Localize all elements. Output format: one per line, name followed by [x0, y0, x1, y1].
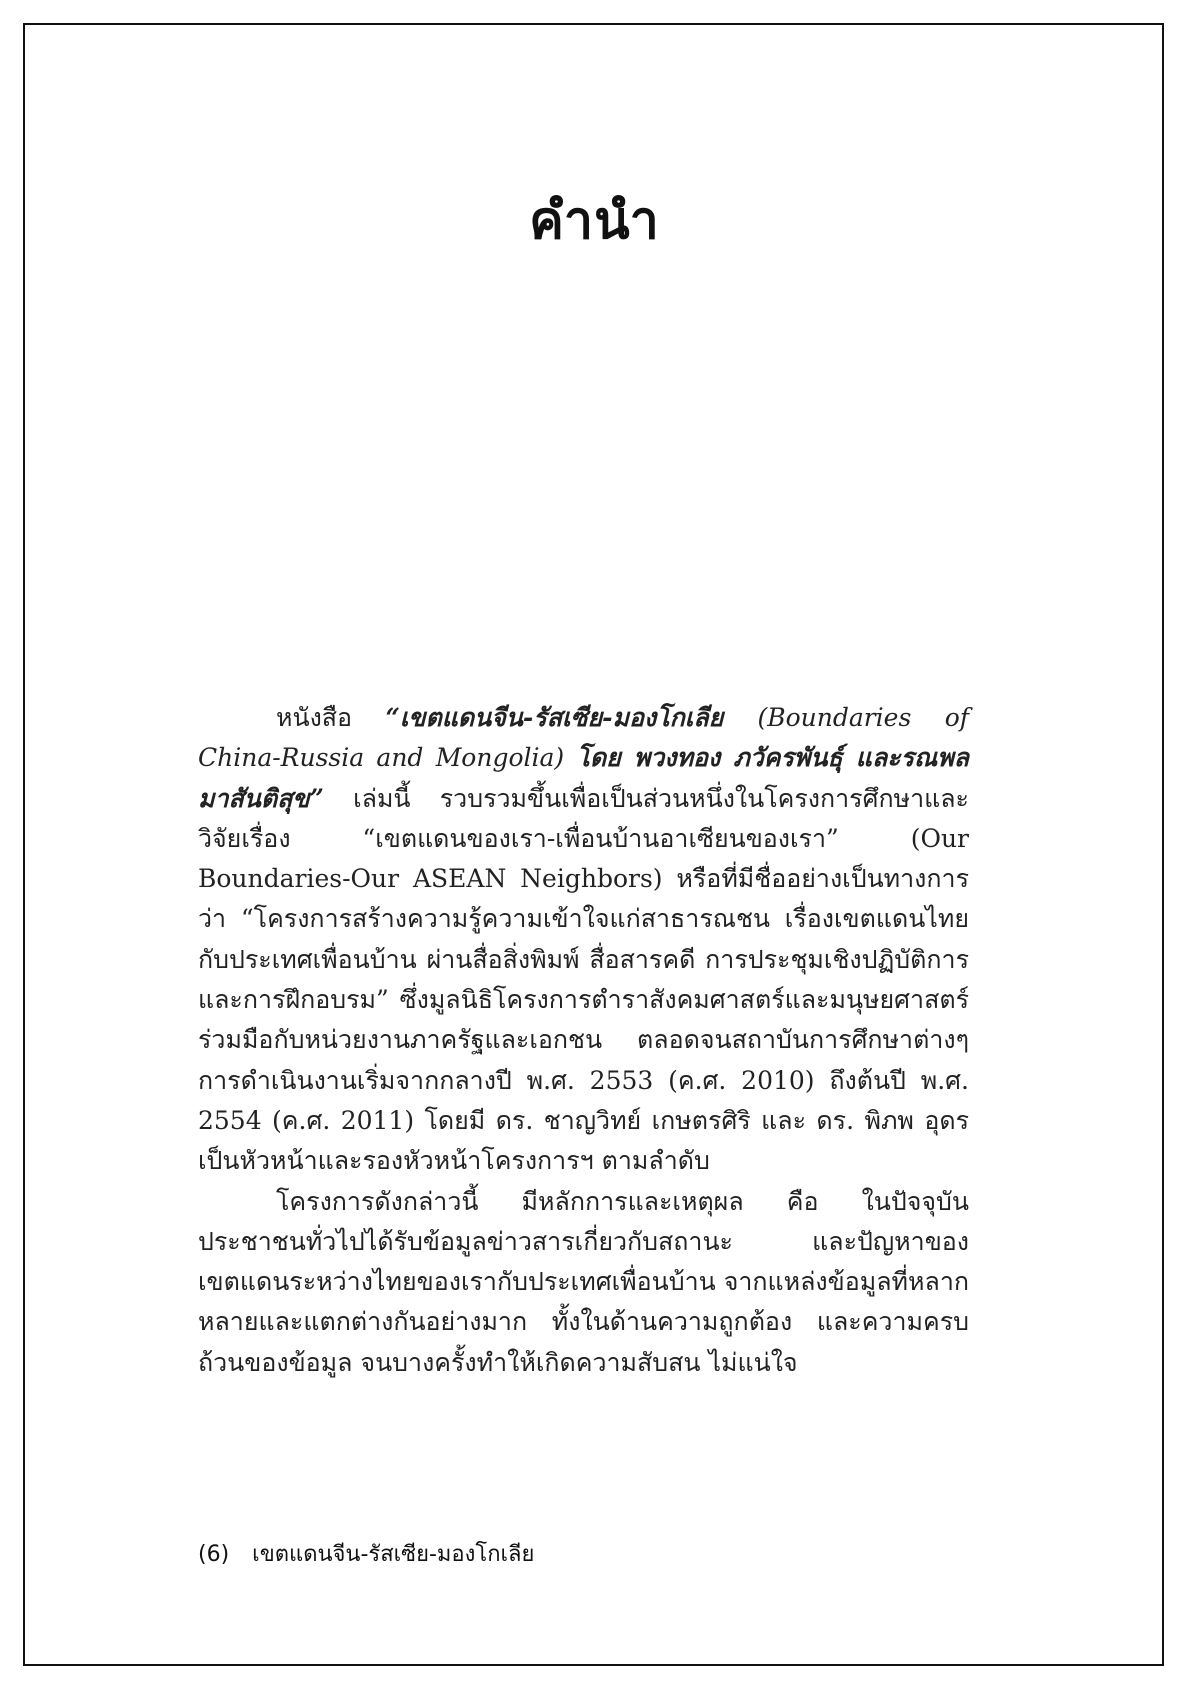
page-footer: [198, 1536, 550, 1571]
page-title: คำนำ: [529, 191, 660, 251]
paragraph-2: โครงการดังกล่าวนี้ มีหลักการและเหตุผล คือ ในปัจจุบันประชาชนทั่วไปได้รับข้อมูลข่าวสารเกี่ยวกับสถานะ และปัญหาของเขตแดนระหว่างไทยของเรากับประเทศเพื่อนบ้าน จากแหล่งข้อมูลที่หลากหลายและแตกต่างกันอย่างมาก ทั้งในด้านความถูกต้อง และความครบถ้วนของข้อมูล จนบางครั้งทำให้เกิดความสับสน ไม่แน่ใจ: [198, 1186, 969, 1377]
running-title: เขตแดนจีน-รัสเซีย-มองโกเลีย: [252, 1542, 535, 1567]
p1-authors: โดย พวงทอง ภวัครพันธุ์ และรณพล มาสันติสุข”: [198, 743, 969, 813]
paragraph-1: [198, 698, 969, 1182]
p1-rest: เล่มนี้ รวบรวมขึ้นเพื่อเป็นส่วนหนึ่งในโครงการศึกษาและวิจัยเรื่อง “เขตแดนของเรา-เพื่อนบ้านอาเซียนของเรา” (Our Boundaries-Our ASEAN Neighbors) หรือที่มีชื่ออย่างเป็นทางการว่า “โครงการสร้างความรู้ความเข้าใจแก่สาธารณชน เรื่องเขตแดนไทยกับประเทศเพื่อนบ้าน ผ่านสื่อสิ่งพิมพ์ สื่อสารคดี การประชุมเชิงปฏิบัติการ และการฝึกอบรม” ซึ่งมูลนิธิโครงการตำราสังคมศาสตร์และมนุษยศาสตร์ ร่วมมือกับหน่วยงานภาครัฐและเอกชน ตลอดจนสถาบันการศึกษาต่างๆ การดำเนินงานเริ่มจากกลางปี พ.ศ. 2553 (ค.ศ. 2010) ถึงต้นปี พ.ศ. 2554 (ค.ศ. 2011) โดยมี ดร. ชาญวิทย์ เกษตรศิริ และ ดร. พิภพ อุดร เป็นหัวหน้าและรองหัวหน้าโครงการฯ ตามลำดับ: [198, 783, 969, 1176]
p1-book-title: “เขตแดนจีน-รัสเซีย-มองโกเลีย: [385, 703, 758, 732]
p1-english-title: (Boundaries of China-Russia and Mongolia): [198, 703, 970, 773]
preface-body: [198, 698, 969, 1383]
page-number: (6): [198, 1542, 230, 1567]
p1-lead: หนังสือ: [276, 703, 386, 732]
